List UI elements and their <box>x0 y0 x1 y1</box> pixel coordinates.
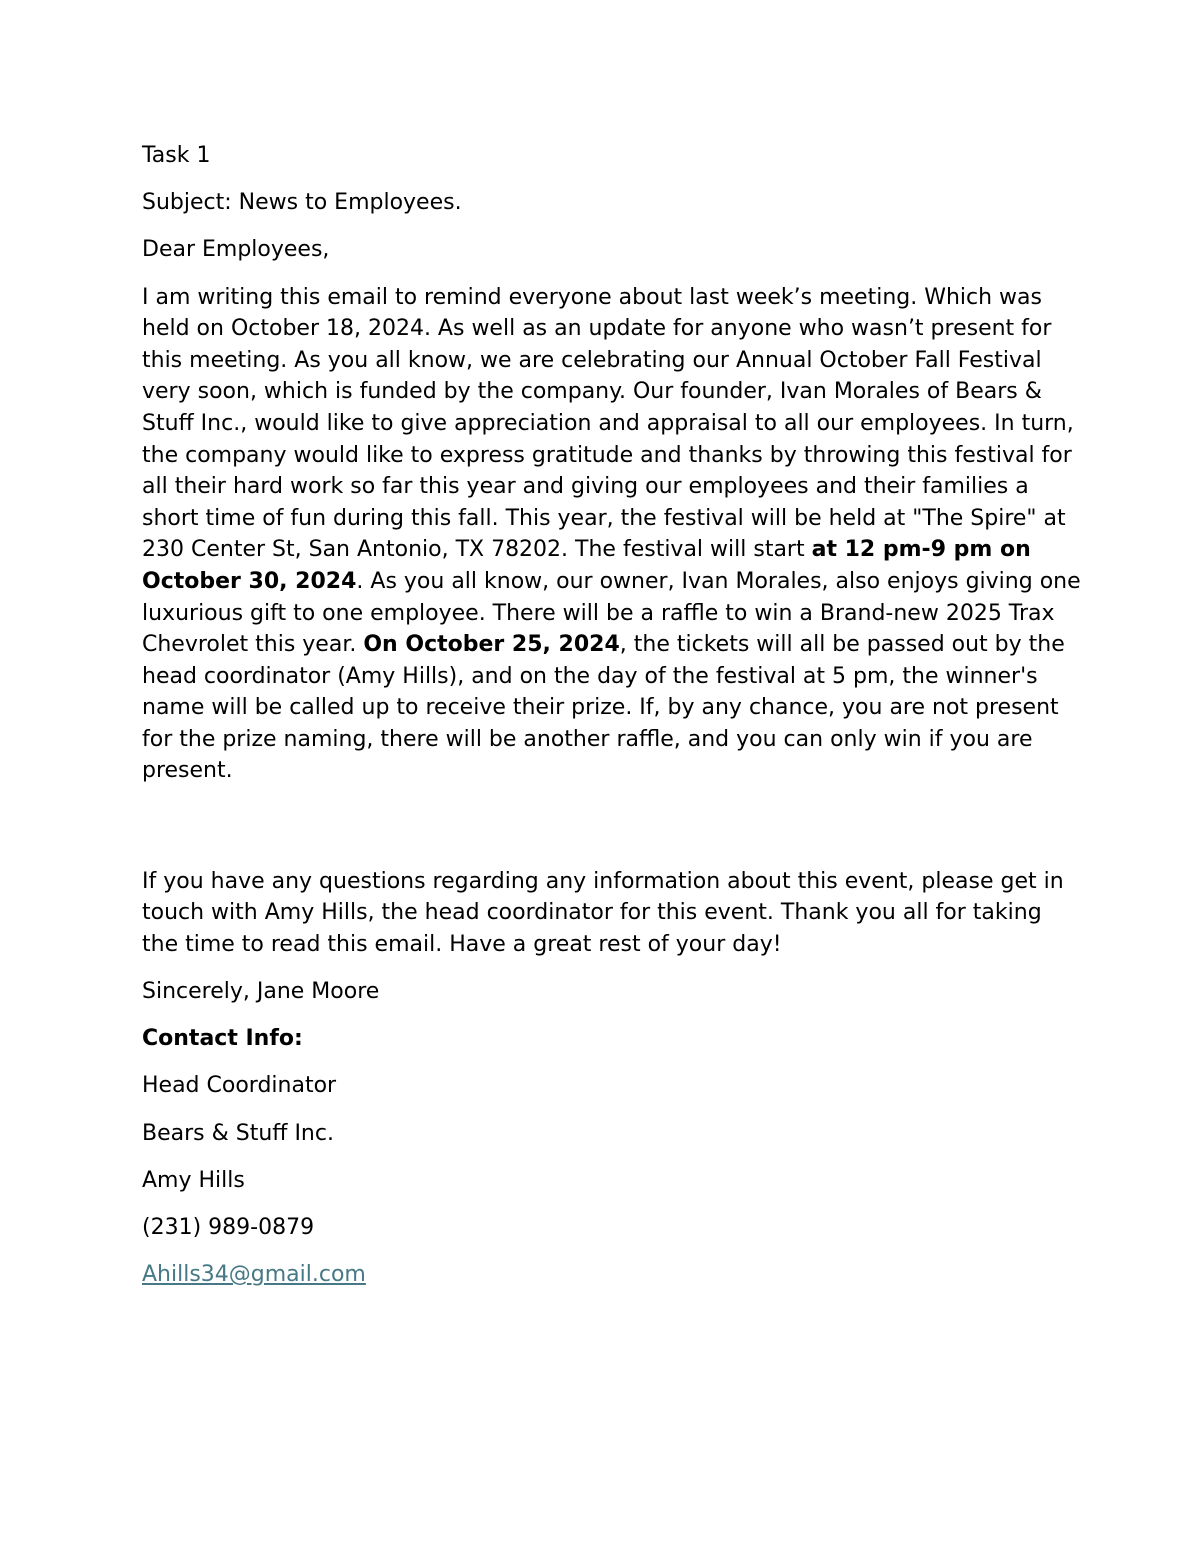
subject-line: Subject: News to Employees. <box>142 190 462 216</box>
contact-company: Bears & Stuff Inc. <box>142 1120 334 1146</box>
contact-heading: Contact Info: <box>142 1026 303 1052</box>
body-text-part2: . As you all know, our owner, Ivan Morales, also enjoys giving one luxurious gift to one employee. There will be a raffle to win a Brand-new 2025 Trax Chevrolet this year. <box>142 568 1081 658</box>
body-text-part3: , the tickets will all be passed out by the head coordinator (Amy Hills), and on the day of the festival at 5 pm, the winner's name will be called up to receive their prize. If, by any chance, you are not present for the prize naming, there will be another raffle, and you can only win if you are present. <box>142 632 1065 784</box>
contact-email-line <box>142 1259 1082 1291</box>
body-bold-time: at 12 pm-9 pm on October 30, 2024 <box>142 537 1031 594</box>
body-bold-date: On October 25, 2024 <box>363 632 620 658</box>
salutation: Dear Employees, <box>142 237 330 263</box>
signoff: Sincerely, Jane Moore <box>142 979 380 1005</box>
contact-email-link[interactable]: Ahills34@gmail.com <box>142 1262 366 1288</box>
body-paragraph <box>142 282 1082 788</box>
contact-name: Amy Hills <box>142 1167 245 1193</box>
contact-phone: (231) 989-0879 <box>142 1214 315 1240</box>
closing-paragraph: If you have any questions regarding any information about this event, please get in touch with Amy Hills, the head coordinator for this event. Thank you all for taking the time to read this email. Have a great rest of your day! <box>142 868 1064 957</box>
task-label: Task 1 <box>142 143 211 168</box>
document-page <box>142 140 1082 1306</box>
contact-role: Head Coordinator <box>142 1073 337 1099</box>
body-text-part1: I am writing this email to remind everyone about last week’s meeting. Which was held on October 18, 2024. As well as an update for anyone who wasn’t present for this meeting. As you all know, we are celebrating our Annual October Fall Festival very soon, which is funded by the company. Our founder, Ivan Morales of Bears & Stuff Inc., would like to give appreciation and appraisal to all our employees. In turn, the company would like to express gratitude and thanks by throwing this festival for all their hard work so far this year and giving our employees and their families a short time of fun during this fall. This year, the festival will be held at "The Spire" at 230 Center St, San Antonio, TX 78202. The festival will start <box>142 284 1074 563</box>
blank-line <box>142 803 1082 866</box>
